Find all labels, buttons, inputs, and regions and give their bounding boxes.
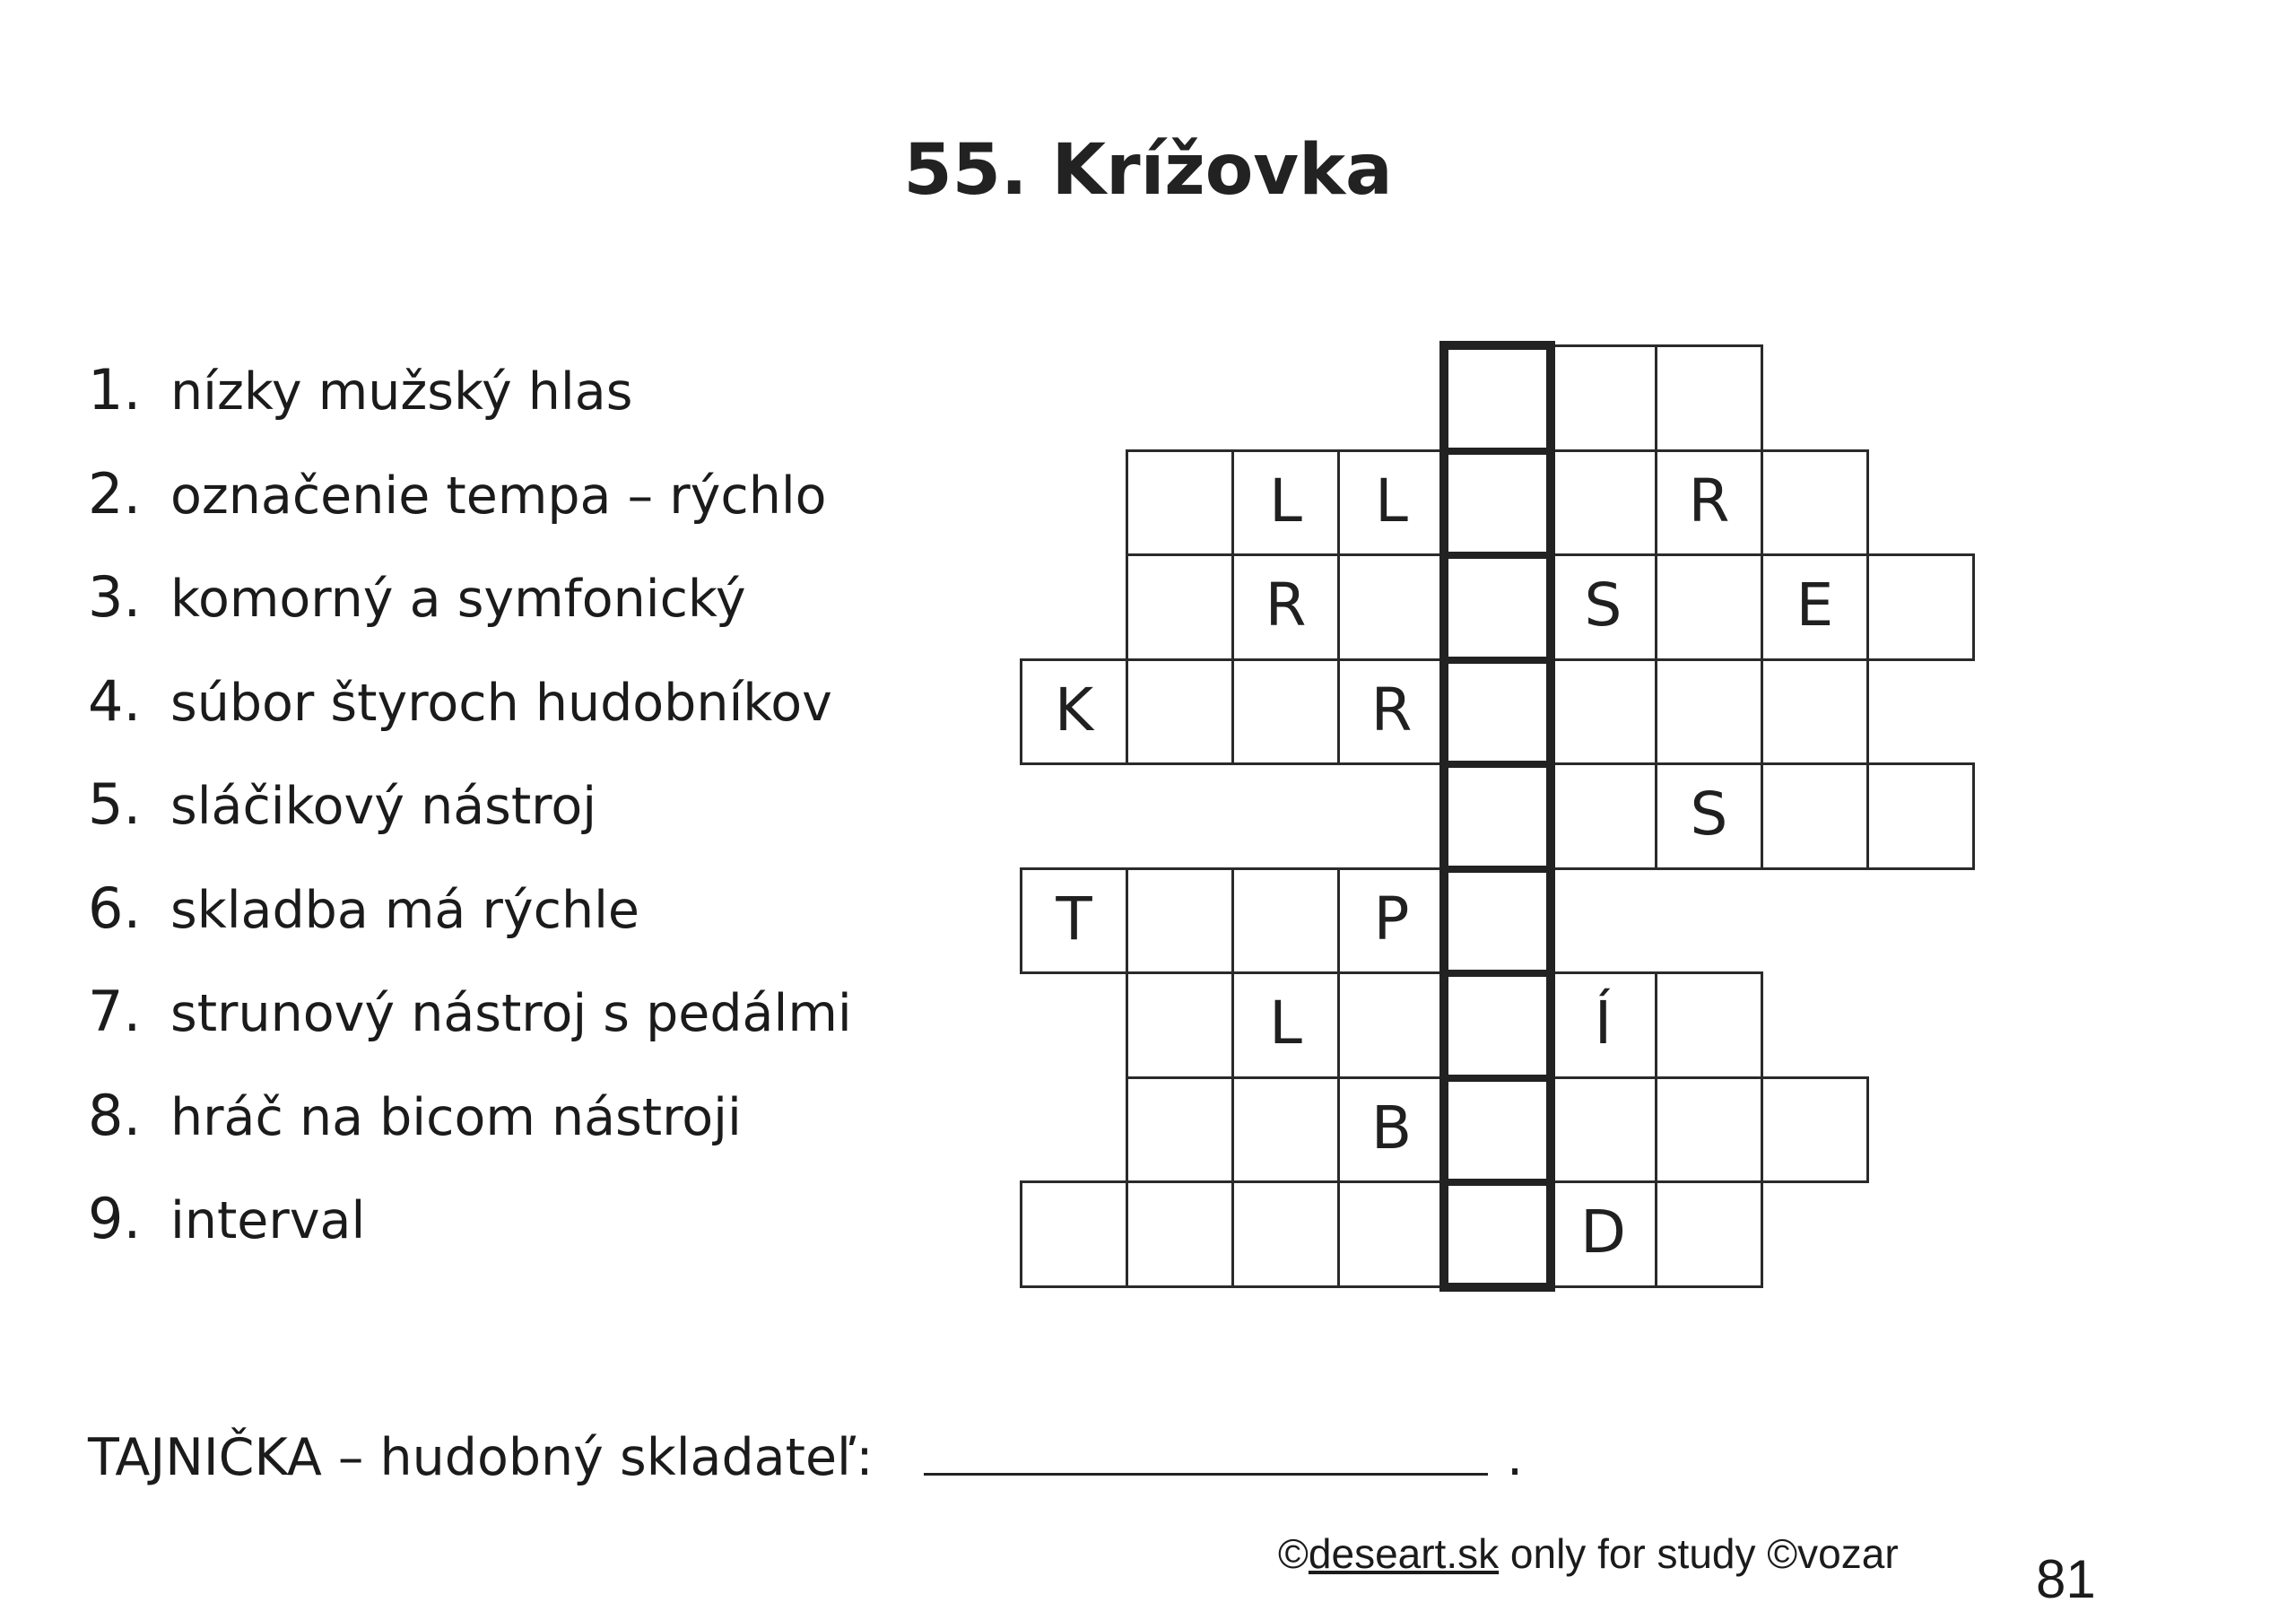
crossword-cell[interactable] (1655, 553, 1763, 661)
secret-cell[interactable] (1443, 344, 1552, 452)
secret-column-divider (1439, 1179, 1555, 1186)
clue-item (88, 454, 1021, 535)
clue-text: hráč na bicom nástroji (170, 1087, 742, 1147)
secret-cell[interactable] (1443, 1180, 1552, 1288)
crossword-cell[interactable] (1337, 553, 1446, 661)
crossword-cell[interactable] (1337, 1180, 1446, 1288)
clue-item (88, 350, 1021, 431)
crossword-cell[interactable]: S (1549, 553, 1657, 661)
crossword-cell[interactable]: K (1020, 658, 1128, 766)
secret-column-divider (1439, 970, 1555, 977)
crossword-cell[interactable] (1866, 553, 1975, 661)
clue-text: označenie tempa – rýchlo (170, 466, 827, 526)
crossword-cell[interactable] (1761, 1076, 1869, 1184)
site-link[interactable]: deseart.sk (1308, 1530, 1500, 1577)
crossword-cell[interactable]: Í (1549, 971, 1657, 1079)
crossword-cell[interactable] (1126, 553, 1234, 661)
clue-item (88, 557, 1021, 638)
crossword-cell[interactable] (1549, 344, 1657, 452)
secret-answer-field[interactable] (924, 1471, 1488, 1476)
secret-column-divider (1439, 1075, 1555, 1082)
crossword-cell[interactable]: R (1337, 658, 1446, 766)
secret-cell[interactable] (1443, 971, 1552, 1079)
crossword-cell[interactable]: L (1231, 449, 1340, 557)
clue-text: interval (170, 1191, 366, 1250)
crossword-cell[interactable] (1655, 1180, 1763, 1288)
crossword-cell[interactable]: S (1655, 762, 1763, 870)
secret-column-divider (1439, 866, 1555, 873)
clue-number: 2. (88, 460, 142, 527)
page-number: 81 (2036, 1549, 2096, 1609)
crossword-cell[interactable] (1866, 762, 1975, 870)
clue-number: 6. (88, 875, 142, 941)
clue-item (88, 661, 1021, 742)
crossword-cell[interactable] (1231, 658, 1340, 766)
clue-number: 8. (88, 1082, 142, 1148)
secret-period: . (1507, 1428, 1524, 1487)
crossword-cell[interactable] (1549, 449, 1657, 557)
crossword-cell[interactable] (1761, 658, 1869, 766)
clue-number: 5. (88, 771, 142, 837)
crossword-cell[interactable] (1761, 762, 1869, 870)
crossword-cell[interactable]: E (1761, 553, 1869, 661)
clue-item (88, 971, 1021, 1052)
clue-item (88, 868, 1021, 949)
crossword-cell[interactable] (1126, 1180, 1234, 1288)
crossword-cell[interactable]: D (1549, 1180, 1657, 1288)
secret-column-divider (1439, 657, 1555, 664)
crossword-cell[interactable]: T (1020, 867, 1128, 975)
crossword-cell[interactable] (1761, 449, 1869, 557)
clue-number: 3. (88, 564, 142, 630)
secret-cell[interactable] (1443, 762, 1552, 870)
clue-number: 9. (88, 1186, 142, 1251)
crossword-cell[interactable]: B (1337, 1076, 1446, 1184)
crossword-cell[interactable] (1126, 971, 1234, 1079)
copyright-sign: © (1278, 1530, 1309, 1577)
crossword-cell[interactable] (1655, 1076, 1763, 1184)
crossword-cell[interactable] (1549, 762, 1657, 870)
crossword-cell[interactable] (1231, 1076, 1340, 1184)
clue-text: sláčikový nástroj (170, 777, 597, 836)
crossword-cell[interactable] (1549, 658, 1657, 766)
secret-cell[interactable] (1443, 449, 1552, 557)
clue-number: 1. (88, 357, 142, 422)
clue-text: skladba má rýchle (170, 880, 639, 940)
crossword-cell[interactable] (1126, 867, 1234, 975)
crossword-cell[interactable] (1337, 971, 1446, 1079)
secret-cell[interactable] (1443, 553, 1552, 661)
clue-text: súbor štyroch hudobníkov (170, 673, 832, 733)
crossword-cell[interactable] (1126, 1076, 1234, 1184)
crossword-cell[interactable] (1231, 1180, 1340, 1288)
crossword-cell[interactable]: L (1231, 971, 1340, 1079)
clue-item (88, 764, 1021, 845)
secret-cell[interactable] (1443, 1076, 1552, 1184)
secret-column-divider (1439, 448, 1555, 455)
crossword-cell[interactable] (1231, 867, 1340, 975)
copyright-footer (1278, 1529, 1899, 1578)
clue-text: komorný a symfonický (170, 570, 746, 629)
secret-column-divider (1439, 552, 1555, 559)
page-title: 55. Krížovka (903, 130, 1393, 211)
crossword-cell[interactable]: L (1337, 449, 1446, 557)
crossword-cell[interactable]: R (1231, 553, 1340, 661)
clue-number: 4. (88, 667, 142, 734)
crossword-cell[interactable]: P (1337, 867, 1446, 975)
secret-cell[interactable] (1443, 658, 1552, 766)
crossword-cell[interactable] (1126, 449, 1234, 557)
crossword-cell[interactable] (1655, 971, 1763, 1079)
crossword-cell[interactable] (1020, 1180, 1128, 1288)
clue-text: strunový nástroj s pedálmi (170, 984, 852, 1043)
crossword-cell[interactable]: R (1655, 449, 1763, 557)
copyright-text: only for study ©vozar (1499, 1530, 1899, 1577)
clue-text: nízky mužský hlas (170, 362, 633, 422)
crossword-cell[interactable] (1655, 658, 1763, 766)
clue-item (88, 1076, 1021, 1156)
secret-label: TAJNIČKA – hudobný skladateľ: (88, 1428, 874, 1487)
crossword-cell[interactable] (1126, 658, 1234, 766)
secret-column-divider (1439, 761, 1555, 768)
clue-number: 7. (88, 979, 142, 1044)
crossword-cell[interactable] (1549, 1076, 1657, 1184)
clue-item (88, 1179, 1021, 1259)
secret-cell[interactable] (1443, 867, 1552, 975)
crossword-cell[interactable] (1655, 344, 1763, 452)
